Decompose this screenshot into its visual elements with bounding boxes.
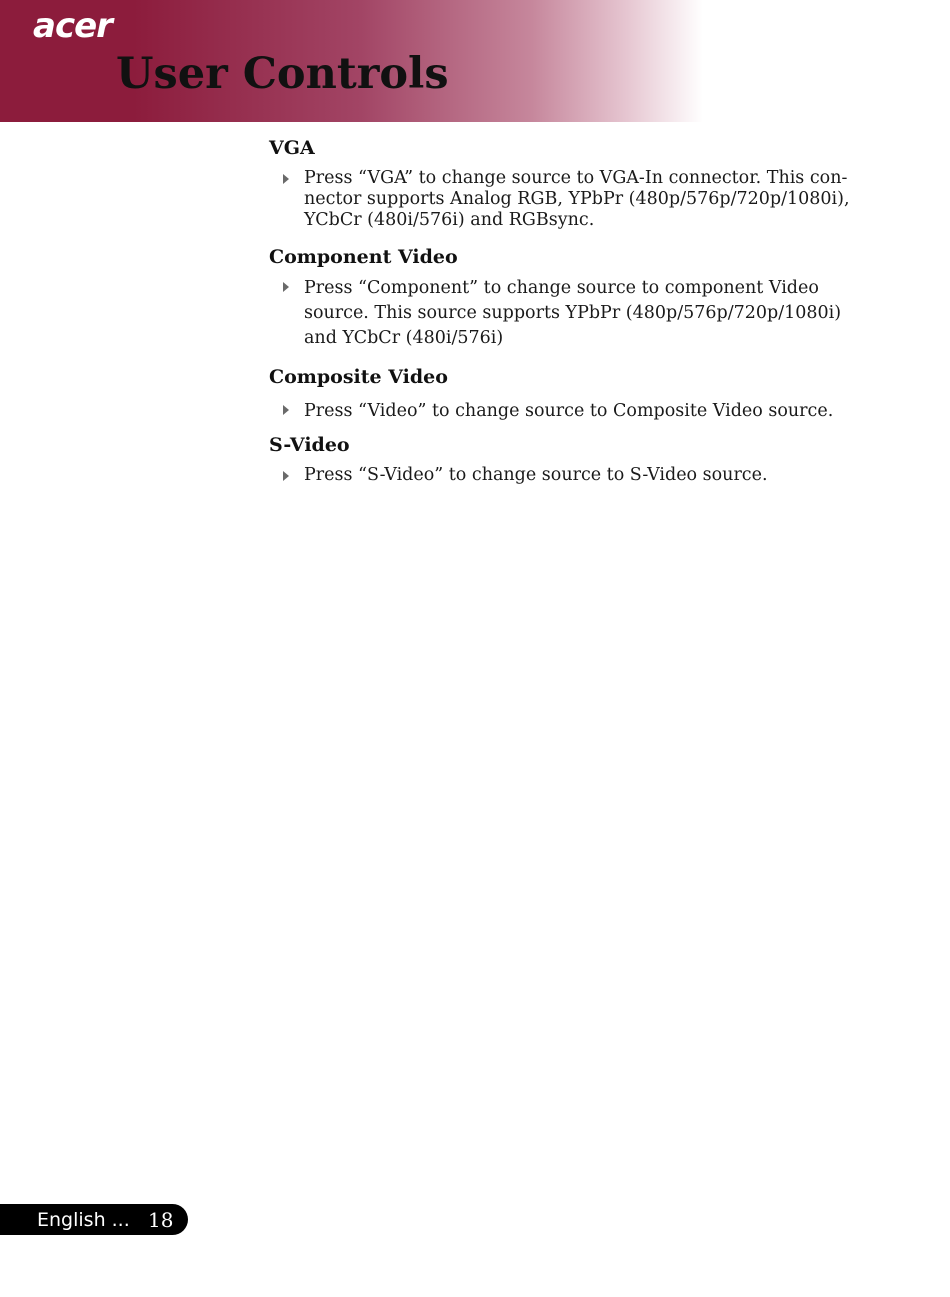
main-content <box>269 136 859 486</box>
section-s-video <box>269 433 859 486</box>
section-heading <box>269 136 859 160</box>
acer-logo: acer <box>33 6 112 46</box>
bullet-text: Press “S-Video” to change source to S-Video source. <box>304 465 768 485</box>
heading-bold: Composite <box>269 366 382 388</box>
triangle-right-icon <box>283 174 289 184</box>
heading-bold: VGA <box>269 137 315 159</box>
triangle-right-icon <box>283 471 289 481</box>
section-heading <box>269 245 859 269</box>
heading-rest: Video <box>381 366 448 388</box>
bullet-text: Press “Component” to change source to component Video source. This source supports YPbPr (480p/576p/720p/1080i) and YCbCr (480i/576i) <box>304 278 842 348</box>
page-number: 18 <box>148 1208 174 1232</box>
bullet-item <box>269 168 859 231</box>
bullet-item <box>269 399 859 423</box>
section-heading <box>269 433 859 457</box>
bullet-text: Press “Video” to change source to Composite Video source. <box>304 401 834 421</box>
section-heading <box>269 365 859 389</box>
footer-page-tab <box>0 1204 188 1235</box>
bullet-item <box>269 276 859 351</box>
triangle-right-icon <box>283 282 289 292</box>
section-composite-video <box>269 365 859 423</box>
triangle-right-icon <box>283 405 289 415</box>
footer-language: English ... <box>37 1209 130 1231</box>
heading-rest: Video <box>391 246 458 268</box>
bullet-text: Press “VGA” to change source to VGA-In connector. This con-nector supports Analog RGB, YPbPr (480p/576p/720p/1080i), YCbCr (480i/576i) and RGBsync. <box>304 168 850 230</box>
header-band <box>0 0 950 122</box>
heading-bold: Component <box>269 246 392 268</box>
section-component-video <box>269 245 859 351</box>
bullet-item <box>269 465 859 486</box>
heading-bold: S-Video <box>269 434 350 456</box>
section-vga <box>269 136 859 231</box>
page-title: User Controls <box>116 49 449 99</box>
